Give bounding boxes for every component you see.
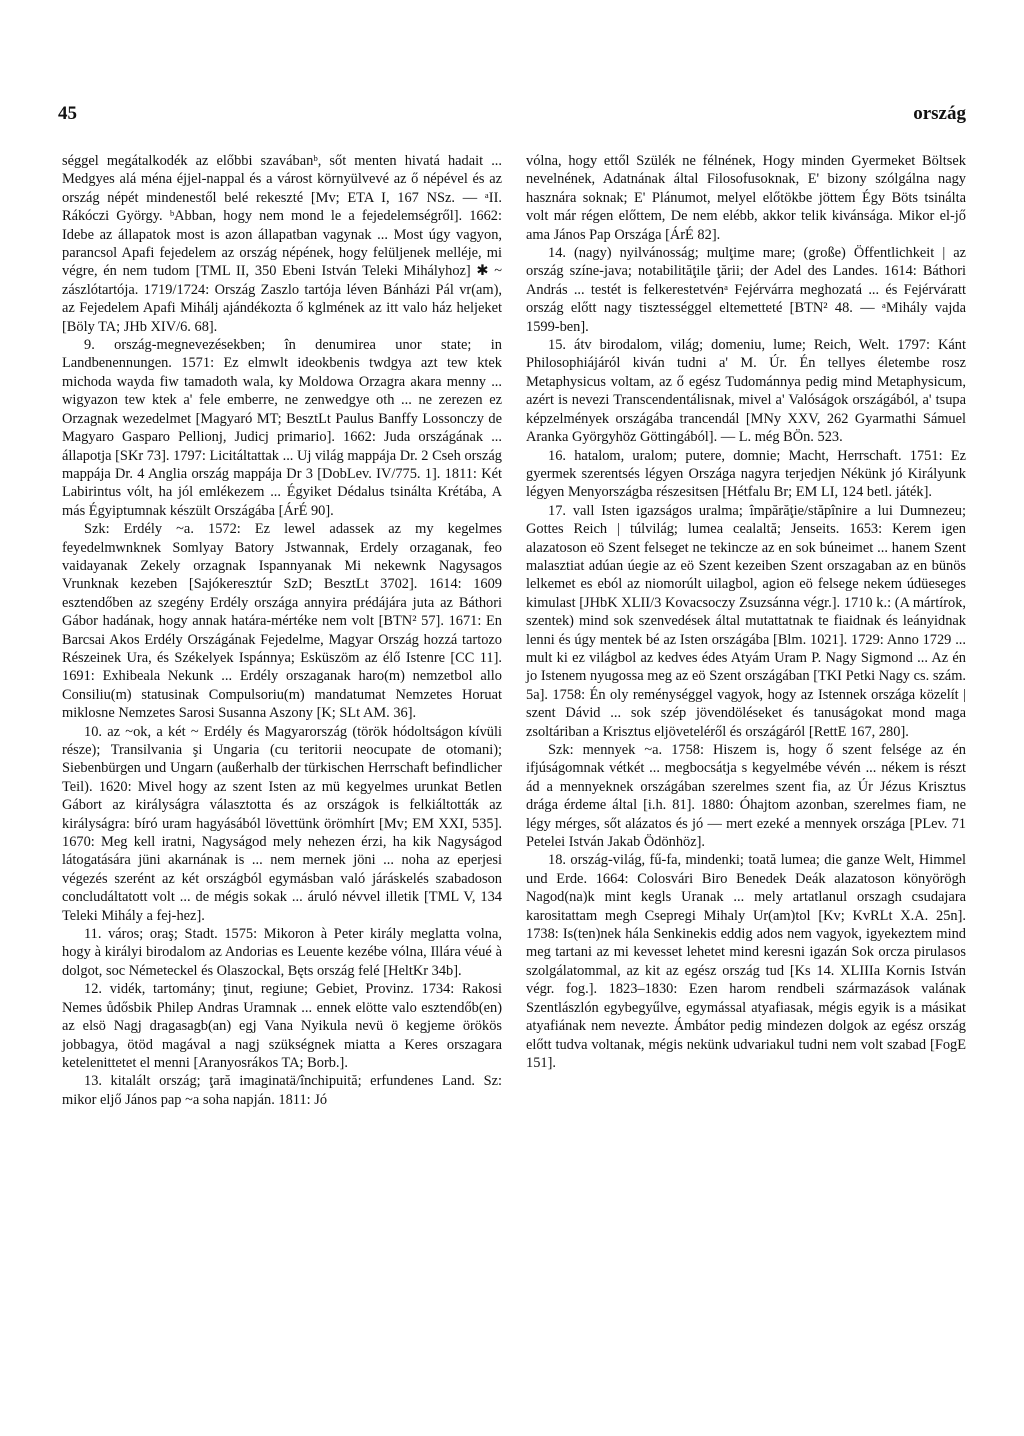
sense-14-paragraph: 14. (nagy) nyilvánosság; mulţime mare; (große) Öffentlichkeit | az ország színe-java; notabilităţile ţării; der Adel des Landes. 1614: Báthori András ... testét is felkerestetvénᵃ Fejérvárra meghozatá ... és Fejérváratt ország előtt nagy tisztességgel eltemetteté [BTN² 48. — ᵃMihály vajda 1599-ben]. — [526, 245, 966, 335]
sense-13-paragraph: 13. kitalált ország; ţară imaginatä/închipuită; erfundenes Land. Sz: mikor eljő János pap ~a soha napján. 1811: Jó — [62, 1073, 502, 1108]
sense-10-paragraph: 10. az ~ok, a két ~ Erdély és Magyarország (török hódoltságon kívüli része); Transilvania şi Ungaria (cu teritorii neocupate de otomani); Siebenbürgen und Ungarn (außerhalb der türkischen Herrschaft befindlicher Teil). 1620: Mivel hogy az szent Isten az mü kegyelmes urunkat Betlen Gábort az királyságra választotta és az országok is felkiáltották az királyságra: bíró uram hagyásából lövettünk örömhírt [Mv; EM XXI, 535]. 1670: Meg kell iratni, Nagyságod mely nehezen érzi, ha kik Nagyságod látogatására jüni akarnának is ... nem mernek jöni ... noha az eperjesi végezés szerént az két országból egymásban való járáskelés szabadoson concludáltatott volt ... de mégis sokak ... áruló névvel illetik [TML V, 134 Teleki Mihály a fej-hez]. — [62, 723, 502, 924]
sense-12-paragraph: 12. vidék, tartomány; ţinut, regiune; Gebiet, Provinz. 1734: Rakosi Nemes ůdősbik Philep Andras Uramnak ... ennek elötte valo esztendőb(en) az elsö Nagj dragasagb(an) egj Vana Nyikula nevü ö kegjeme örökös jobbagya, ötöd magával a nagj szükségnek miatta a Keres orszagara ketelenittetet el menni [Aranyosrákos TA; Borb.]. — [62, 981, 502, 1071]
paragraph-continuation: séggel megátalkodék az előbbi szavábanᵇ, sőt menten hivatá hadait ... Medgyes alá ména éjjel-nappal és a várost környülvevé az ő népével és az ország népét mindenestől belé rekeszté [Mv; ETA I, 167 NSz. — ᵃII. Rákóczi György. ᵇAbban, hogy nem mond le a fejedelemségről]. 1662: Idebe az állapatok most is azon állapatban vagynak ... Most úgy vagyon, parancsol Apafi fejedelem az ország népének, hogy felüljenek melléje, mi végre, én nem tudom [TML II, 350 Ebeni István Teleki Mihályhoz] ✱ ~ zászlótartója. 1719/1724: Ország Zaszlo tartója léven Bánházi Pál vr(am), az Fejedelem Apafi Mihálj ajándékozta ő kglmének az itt valo ház heljeket [Böly TA; JHb XIV/6. 68]. — [62, 153, 502, 335]
left-column — [62, 152, 502, 1109]
szk-erdely-paragraph: Szk: Erdély ~a. 1572: Ez lewel adassek az my kegelmes feyedelmwnknek Somlyay Batory Jstwannak, Erdely orzaganak, feo vaidayanak Zekely orzagnak Ispannyanak Mi nekewnk Nagysagos Vrunknak kezeben [Sajókeresztúr SzD; BesztLt 3702]. 1614: 1609 esztendőben az szegény Erdély országa annyira prédájára juta az Báthori Gábor hadának, hogy annak határa-mértéke nem volt [BTN² 57]. 1671: En Barcsai Akos Erdély Országának Fejedelme, Magyar Ország hozzá tartozo Részeinek Ura, és Székelyek Ispánnya; Esküszöm az élő Istenre [CC 11]. 1691: Exhibeala Nekunk ... Erdély orszaganak haro(m) nemzetbol allo Consiliu(m) statusinak Compulsoriu(m) mandatumat Nemzetes Horuat miklosne Nemzetes Sarosi Susanna Aszony [K; SLt AM. 36]. — [62, 521, 502, 722]
right-column — [526, 152, 966, 1072]
sense-15-paragraph: 15. átv birodalom, világ; domeniu, lume; Reich, Welt. 1797: Kánt Philosophiájáról kiván tudni a' M. Úr. Én tellyes életembe rosz Metaphysicus voltam, az ő egész Tudománnya pedig mind Metaphysicum, azért is nevezi Transcendentálisnak, mivel a' Valóságok országából, a' tsupa képzelmények országába trancendál [MNy XXV, 262 Gyarmathi Sámuel Aranka Györgyhöz Göttingából]. — L. még BÖn. 523. — [526, 337, 966, 446]
sense-17-paragraph: 17. vall Isten igazságos uralma; împărăţie/stăpînire a lui Dumnezeu; Gottes Reich | túlvilág; lumea cealaltă; Jenseits. 1653: Kerem igen alazatoson eö Szent felseget ne tekincze az en sok búneimet ... hanem Szent malasztiat adúan úegie az eö Szent kezeiben Szent orszagaban az en bünös lelkemet es eból az niomorúlt uilagbol, agion eö felsege nekem údüeseges kimulast [JHbK XLII/3 Kovacsoczy Zsuzsánna végr.]. 1710 k.: (A mártírok, szentek) mind sok szenvedések által mutattatnak te fiaidnak és leányidnak lenni és úgy mentek bé az Isten országába [Blm. 1021]. 1729: Anno 1729 ... mult ki ez világbol az kedves édes Atyám Uram P. Nagy Sigmond ... Az én jo Istenem nyugossa meg az eö Szent országában [TKI Petki Nagy cs. szám. 5a]. 1758: Én oly reménységgel vagyok, hogy az Istennek országa közelít | szent Dávid ... sok szép jövendöléseket és tanuságokat mond maga zsoltáriban a Krisztus eljöveteléről és országáról [RettE 167, 280]. — [526, 502, 966, 740]
sense-11-paragraph: 11. város; oraş; Stadt. 1575: Mikoron à Peter király meglatta volna, hogy à királyi birodalom az Andorias es Leuente kezébe vólna, Illára véué à dolgot, soc Németeckel és Olaszockal, Bęts ország felé [HeltKr 34b]. — [62, 926, 502, 979]
running-head: ország — [913, 103, 966, 124]
paragraph-continuation-right: vólna, hogy ettől Szülék ne félnének, Hogy minden Gyermeket Böltsek nevelnének, Adatnának által Filosofusoknak, E' bizony szólgálna nagy hasznára soknak; E' Plánumot, melyel előtökbe jöttem Égy Böts tsinálta volt már régen előttem, De nem elébb, akkor telik kivánsága. Mikor el-jő ama János Pap Országa [ÁrÉ 82]. — [526, 153, 966, 243]
sense-16-paragraph: 16. hatalom, uralom; putere, domnie; Macht, Herrschaft. 1751: Ez gyermek szerentsés légyen Országa nagyra terjedjen Nékünk jó Királyunk légyen Menyországba részesitsen [Hétfalu Br; EM LI, 124 betl. játék]. — [526, 447, 966, 501]
sense-9-paragraph: 9. ország-megnevezésekben; în denumirea unor state; in Landbenennungen. 1571: Ez elmwlt ideokbenis twdgya azt tew ktek michoda wayda fiw tamadoth wala, ky Moldowa Orzagra akara menny ... wigyazon tew ktek a' fele emberre, ne zenwedgye oth ... ne zerezen ez Orzagnak wezedelmet [Magyaró MT; BesztLt Paulus Banffy Lossonczy de Magyaro Gasparo Pellionj, Judicj primario]. 1662: Juda országának ... állapotja [SKr 73]. 1797: Licitáltattak ... Uj világ mappája Dr. 2 Cseh ország mappája Dr. 4 Anglia ország mappája Dr 3 [DobLev. IV/775. 1]. 1811: Két Labirintus vólt, ha jól emlékezem ... Égyiket Dédalus tsinálta Krétába, A más Égyiptumnak készült Országába [ÁrÉ 90]. — [62, 337, 503, 519]
page-number: 45 — [58, 103, 77, 124]
szk-mennyek-paragraph: Szk: mennyek ~a. 1758: Hiszem is, hogy ő szent felsége az én ifjúságomnak vétkét ... megbocsátja s kegyelmébe vévén ... nékem is részt ád a mennyeknek országában szerelmes szent fia, az Úr Jézus Krisztus drága érdeme által [i.h. 81]. 1880: Óhajtom azonban, szerelmes fiam, ne légy mérges, sőt alázatos és jó — mert ezeké a mennyek országa [PLev. 71 Petelei István Jakab Ödönhöz]. — [526, 742, 966, 851]
sense-18-paragraph: 18. ország-világ, fű-fa, mindenki; toată lumea; die ganze Welt, Himmel und Erde. 1664: Colosvári Biro Benedek Deák alazatoson könyörögh Nagod(na)k mint kegls Uranak ... mely artatlanul orszagh csudajara karositattam megh Csepregi Mihaly Ur(am)tol [Kv; KvRLt X.A. 25n]. 1738: Is(ten)nek hála Senkinekis eddig ados nem vagyok, igyekeztem mind meg tartani az mi kevesset lehetet mind keresni igazán Sok orcza pirulasos szolgálatommal, az kit az egész ország tud [Ks 14. XLIIIa Kornis István végr. fog.]. 1823–1830: Ezen harom rendbeli származások valának Szentlászlón egybegyűlve, egymással atyafiasak, mégis egyik is a másikat atyafiának nem nevezte. Ámbátor pedig mindezen dolgok az egész ország előtt tudva voltanak, mégis nekünk udvariakul tudni nem volt szabad [FogE 151]. — [526, 852, 966, 1071]
